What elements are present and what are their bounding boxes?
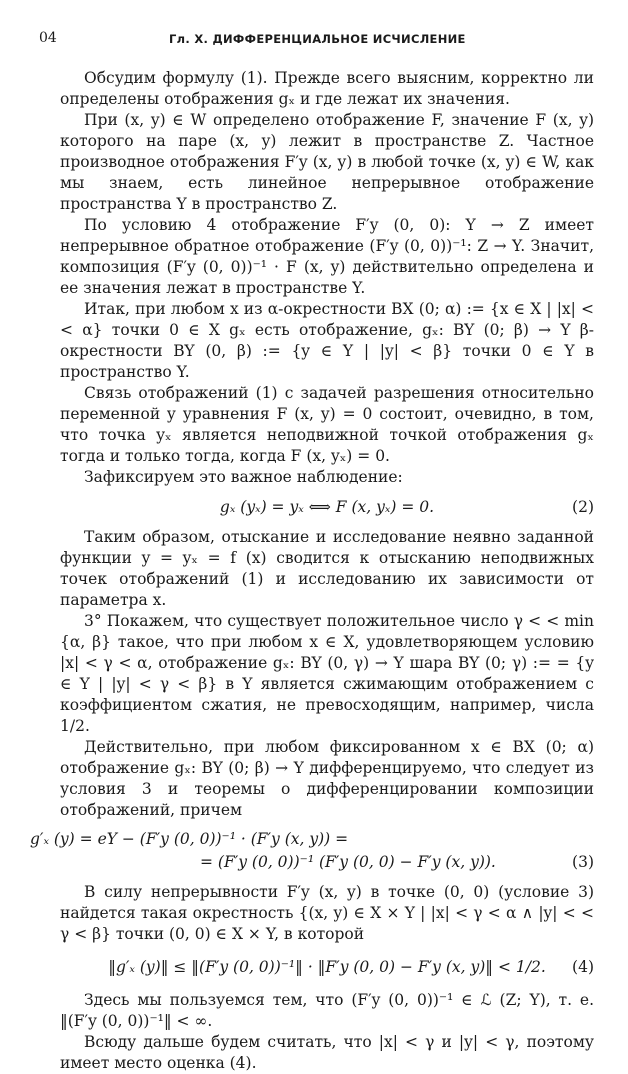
page-number: 04: [39, 30, 57, 46]
paragraph: При (x, y) ∈ W определено отображение F, значение F (x, y) которого на паре (x, y) лежит в пространстве Z. Частное производное отображения F′y (x, y) в любой точке (x, y) ∈ W, как мы знаем, есть линейное непрерывное отображение пространства Y в пространство Z.: [60, 111, 594, 213]
equation-formula: g′ₓ (y) = eY − (F′y (0, 0))⁻¹ · (F′y (x, y)) =: [30, 830, 349, 848]
paragraph: Всюду дальше будем считать, что |x| < γ и |y| < γ, поэтому имеет место оценка (4).: [60, 1033, 594, 1072]
equation-4: [60, 957, 594, 978]
paragraph: Связь отображений (1) с задачей разрешения относительно переменной y уравнения F (x, y) = 0 состоит, очевидно, в том, что точка yₓ является неподвижной точкой отображения gₓ тогда и только тогда, когда F (x, yₓ) = 0.: [60, 384, 594, 465]
chapter-title: Гл. X. ДИФФЕРЕНЦИАЛЬНОЕ ИСЧИСЛЕНИЕ: [169, 32, 466, 46]
equation-formula: gₓ (yₓ) = yₓ ⟺ F (x, yₓ) = 0.: [219, 498, 435, 516]
paragraph: Обсудим формулу (1). Прежде всего выясним, корректно ли определены отображения gₓ и где лежат их значения.: [60, 69, 594, 108]
equation-number: (2): [572, 498, 594, 516]
running-head: [39, 30, 589, 50]
equation-formula: = (F′y (0, 0))⁻¹ (F′y (0, 0) − F′y (x, y)).: [200, 853, 496, 871]
equation-2: [60, 497, 594, 518]
paragraph: Действительно, при любом фиксированном x ∈ BX (0; α) отображение gₓ: BY (0; β) → Y дифференцируемо, что следует из условия 3 и теоремы о дифференцировании композиции отображений, причем: [60, 738, 594, 819]
paragraph: Итак, при любом x из α-окрестности BX (0; α) := {x ∈ X | |x| < < α} точки 0 ∈ X gₓ есть отображение, gₓ: BY (0; β) → Y β-окрестности BY (0, β) := {y ∈ Y | |y| < β} точки 0 ∈ Y в пространство Y.: [60, 300, 594, 381]
equation-number: (3): [572, 853, 594, 871]
paragraph: Таким образом, отыскание и исследование неявно заданной функции y = yₓ = f (x) сводится к отысканию неподвижных точек отображений (1) и исследованию их зависимости от параметра x.: [60, 528, 594, 609]
equation-3-line-2: [60, 852, 594, 873]
paragraph: Здесь мы пользуемся тем, что (F′y (0, 0))⁻¹ ∈ ℒ (Z; Y), т. е. ‖(F′y (0, 0))⁻¹‖ < ∞.: [60, 991, 594, 1030]
equation-number: (4): [572, 958, 594, 976]
paragraph: В силу непрерывности F′y (x, y) в точке (0, 0) (условие 3) найдется такая окрестность {(x, y) ∈ X × Y | |x| < γ < α ∧ |y| < < γ < β} точки (0, 0) ∈ X × Y, в которой: [60, 883, 594, 943]
paragraph: Зафиксируем это важное наблюдение:: [84, 468, 403, 486]
equation-formula: ‖g′ₓ (y)‖ ≤ ‖(F′y (0, 0))⁻¹‖ · ‖F′y (0, 0) − F′y (x, y)‖ < 1/2.: [108, 958, 546, 976]
equation-3-line-1: [30, 829, 594, 850]
paragraph: 3° Покажем, что существует положительное число γ < < min {α, β} такое, что при любом x ∈ X, удовлетворяющем условию |x| < γ < α, отображение gₓ: BY (0, γ) → Y шара BY (0; γ) := = {y ∈ Y | |y| < γ < β} в Y является сжимающим отображением с коэффициентом сжатия, не превосходящим, например, числа 1/2.: [60, 612, 594, 735]
paragraph: По условию 4 отображение F′y (0, 0): Y → Z имеет непрерывное обратное отображение (F′y (0, 0))⁻¹: Z → Y. Значит, композиция (F′y (0, 0))⁻¹ · F (x, y) действительно определена и ее значения лежат в пространстве Y.: [60, 216, 594, 297]
page-body: [30, 68, 594, 1074]
